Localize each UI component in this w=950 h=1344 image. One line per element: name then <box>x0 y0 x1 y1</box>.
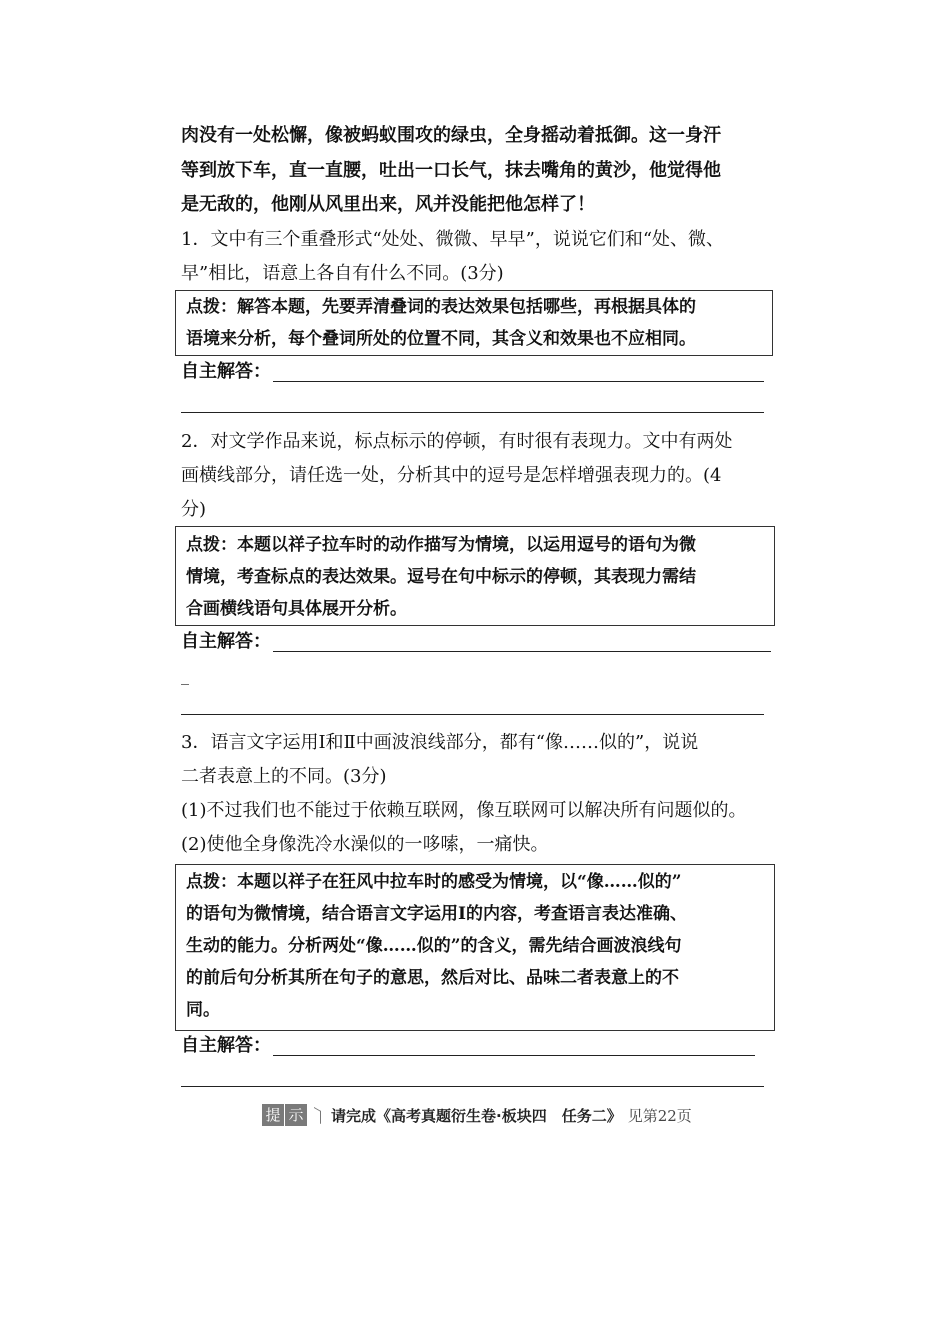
q1-hint-line-1: 点拨：解答本题，先要弄清叠词的表达效果包括哪些，再根据具体的 <box>186 297 696 317</box>
q3-hint-line-2: 的语句为微情境，结合语言文字运用Ⅰ的内容，考查语言表达准确、 <box>186 904 687 924</box>
tip-tag-char-1: 提 <box>262 1104 284 1126</box>
q1-answer-label: 自主解答： <box>181 361 271 382</box>
q3-answer-line-1[interactable] <box>273 1055 755 1056</box>
q3-hint-line-4: 的前后句分析其所在句子的意思，然后对比、品味二者表意上的不 <box>186 968 679 988</box>
footer-instruction: 请完成《高考真题衍生卷·板块四 任务二》 <box>331 1106 622 1125</box>
q2-answer-line-2[interactable] <box>181 714 764 715</box>
intro-line-2: 等到放下车，直一直腰，吐出一口长气，抹去嘴角的黄沙，他觉得他 <box>181 160 721 181</box>
chevron-right-icon <box>314 1106 321 1123</box>
q2-hint-line-3: 合画横线语句具体展开分析。 <box>186 599 407 619</box>
q2-stray-underscore: _ <box>181 666 189 685</box>
q3-hint-line-5: 同。 <box>186 1000 220 1020</box>
intro-line-3: 是无敌的，他刚从风里出来，风并没能把他怎样了！ <box>181 194 595 215</box>
q1-answer-line-1[interactable] <box>273 381 764 382</box>
q3-line-3: (1)不过我们也不能过于依赖互联网，像互联网可以解决所有问题似的。 <box>181 800 747 821</box>
q2-line-1: 2．对文学作品来说，标点标示的停顿，有时很有表现力。文中有两处 <box>181 431 733 452</box>
q3-answer-line-2[interactable] <box>181 1086 764 1087</box>
q1-hint-line-2: 语境来分析，每个叠词所处的位置不同，其含义和效果也不应相同。 <box>186 329 696 349</box>
q2-answer-line-1[interactable] <box>273 651 771 652</box>
q2-hint-line-1: 点拨：本题以祥子拉车时的动作描写为情境，以运用逗号的语句为微 <box>186 535 696 555</box>
footer-tip <box>262 1103 692 1127</box>
q3-answer-label: 自主解答： <box>181 1035 271 1056</box>
q1-line-2: 早”相比，语意上各自有什么不同。(3分) <box>181 263 504 284</box>
intro-line-1: 肉没有一处松懈，像被蚂蚁围攻的绿虫，全身摇动着抵御。这一身汗 <box>181 125 721 146</box>
q3-hint-line-1: 点拨：本题以祥子在狂风中拉车时的感受为情境，以“像……似的” <box>186 872 682 892</box>
q3-line-2: 二者表意上的不同。(3分) <box>181 766 387 787</box>
q2-answer-label: 自主解答： <box>181 631 271 652</box>
q3-hint-line-3: 生动的能力。分析两处“像……似的”的含义，需先结合画波浪线句 <box>186 936 682 956</box>
tip-tag-char-2: 示 <box>285 1104 307 1126</box>
q1-answer-line-2[interactable] <box>181 412 764 413</box>
q1-hint-box <box>175 290 773 356</box>
q1-line-1: 1．文中有三个重叠形式“处处、微微、早早”，说说它们和“处、微、 <box>181 229 725 250</box>
q2-hint-box <box>175 526 775 626</box>
q2-line-3: 分) <box>181 499 207 520</box>
q2-line-2: 画横线部分，请任选一处，分析其中的逗号是怎样增强表现力的。(4 <box>181 465 722 486</box>
footer-page-ref: 见第22页 <box>627 1106 692 1125</box>
tip-tag <box>262 1104 308 1126</box>
q3-line-1: 3．语言文字运用Ⅰ和Ⅱ中画波浪线部分，都有“像……似的”，说说 <box>181 732 699 753</box>
q3-hint-box <box>175 864 775 1031</box>
q3-line-4: (2)使他全身像洗冷水澡似的一哆嗦，一痛快。 <box>181 834 549 855</box>
q2-hint-line-2: 情境，考查标点的表达效果。逗号在句中标示的停顿，其表现力需结 <box>186 567 696 587</box>
